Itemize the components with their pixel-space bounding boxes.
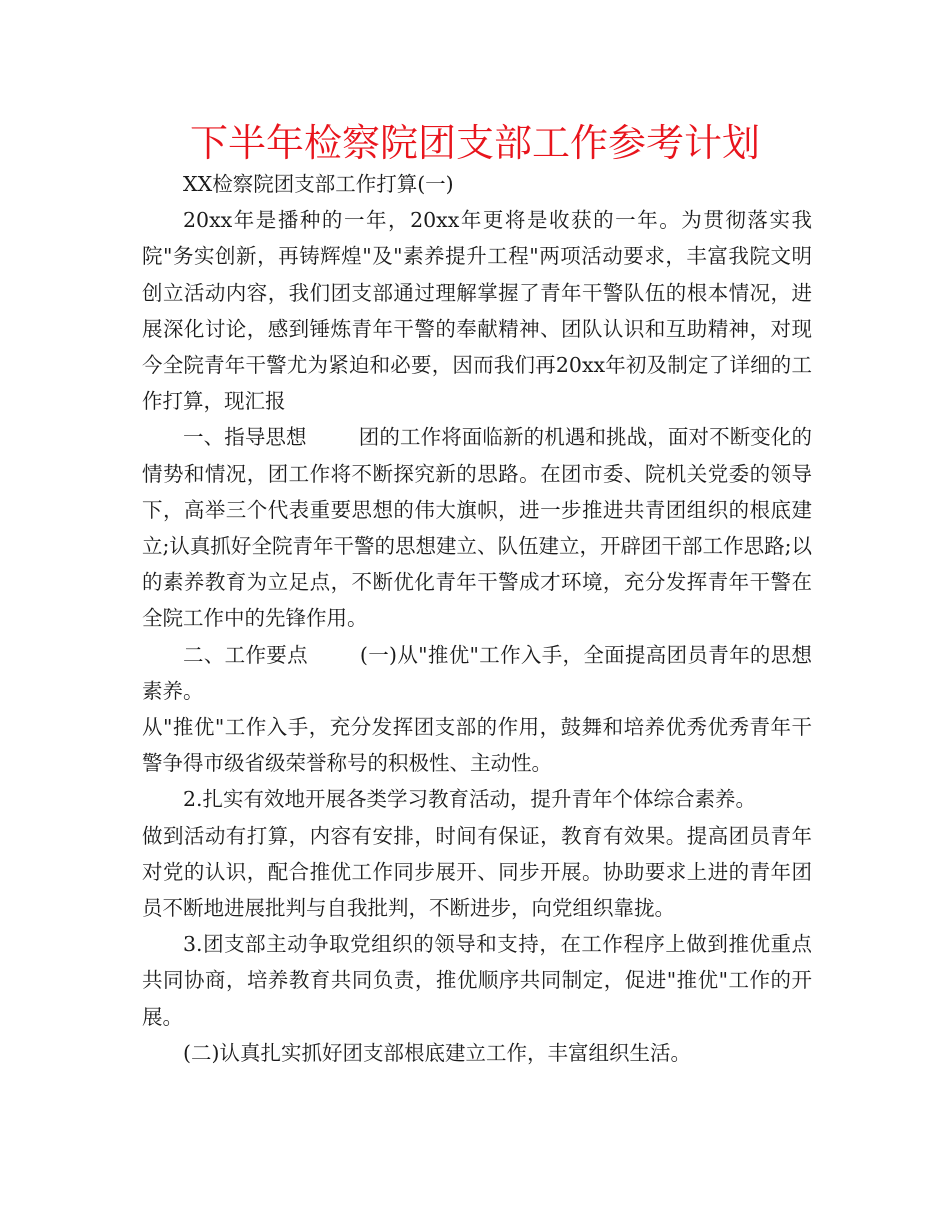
document-subtitle: XX检察院团支部工作打算(一) [183, 172, 454, 196]
item-3: 3.团支部主动争取党组织的领导和支持，在工作程序上做到推优重点共同协商，培养教育共同负责，推优顺序共同制定，促进"推优"工作的开展。 [142, 932, 812, 1029]
section2-text: (一)从"推优"工作入手，全面提高团员青年的思想素养。 [142, 642, 813, 703]
subsection-2: (二)认真扎实抓好团支部根底建立工作，丰富组织生活。 [183, 1040, 691, 1065]
document-title: 下半年检察院团支部工作参考计划 [189, 121, 760, 165]
unindented-paragraph: 从"推优"工作入手，充分发挥团支部的作用，鼓舞和培养优秀优秀青年干警争得市级省级荣誉称号的积极性、主动性。 [142, 715, 812, 776]
item-2: 2.扎实有效地开展各类学习教育活动，提升青年个体综合素养。 [183, 787, 757, 812]
intro-paragraph: 20xx年是播种的一年，20xx年更将是收获的一年。为贯彻落实我院"务实创新，再铸辉煌"及"素养提升工程"两项活动要求，丰富我院文明创立活动内容，我们团支部通过理解掌握了青年干警队伍的根本情况，进展深化讨论，感到锤炼青年干警的奉献精神、团队认识和互助精神，对现今全院青年干警尤为紧迫和必要，因而我们再20xx年初及制定了详细的工作打算，现汇报 [142, 208, 812, 414]
document-body [142, 166, 812, 1071]
section-work-points [142, 637, 812, 709]
item-2-continuation: 做到活动有打算，内容有安排，时间有保证，教育有效果。提高团员青年对党的认识，配合推优工作同步展开、同步开展。协助要求上进的青年团员不断地进展批判与自我批判，不断进步，向党组织靠拢。 [142, 823, 812, 921]
section1-text: 团的工作将面临新的机遇和挑战，面对不断变化的情势和情况，团工作将不断探究新的思路。在团市委、院机关党委的领导下，高举三个代表重要思想的伟大旗帜，进一步推进共青团组织的根底建立;认真抓好全院青年干警的思想建立、队伍建立，开辟团干部工作思路;以的素养教育为立足点，不断优化青年干警成才环境，充分发挥青年干警在全院工作中的先锋作用。 [142, 425, 813, 631]
section1-heading: 一、指导思想 [183, 425, 307, 450]
section2-heading: 二、工作要点 [183, 642, 308, 667]
section-guiding-thought [142, 419, 812, 636]
